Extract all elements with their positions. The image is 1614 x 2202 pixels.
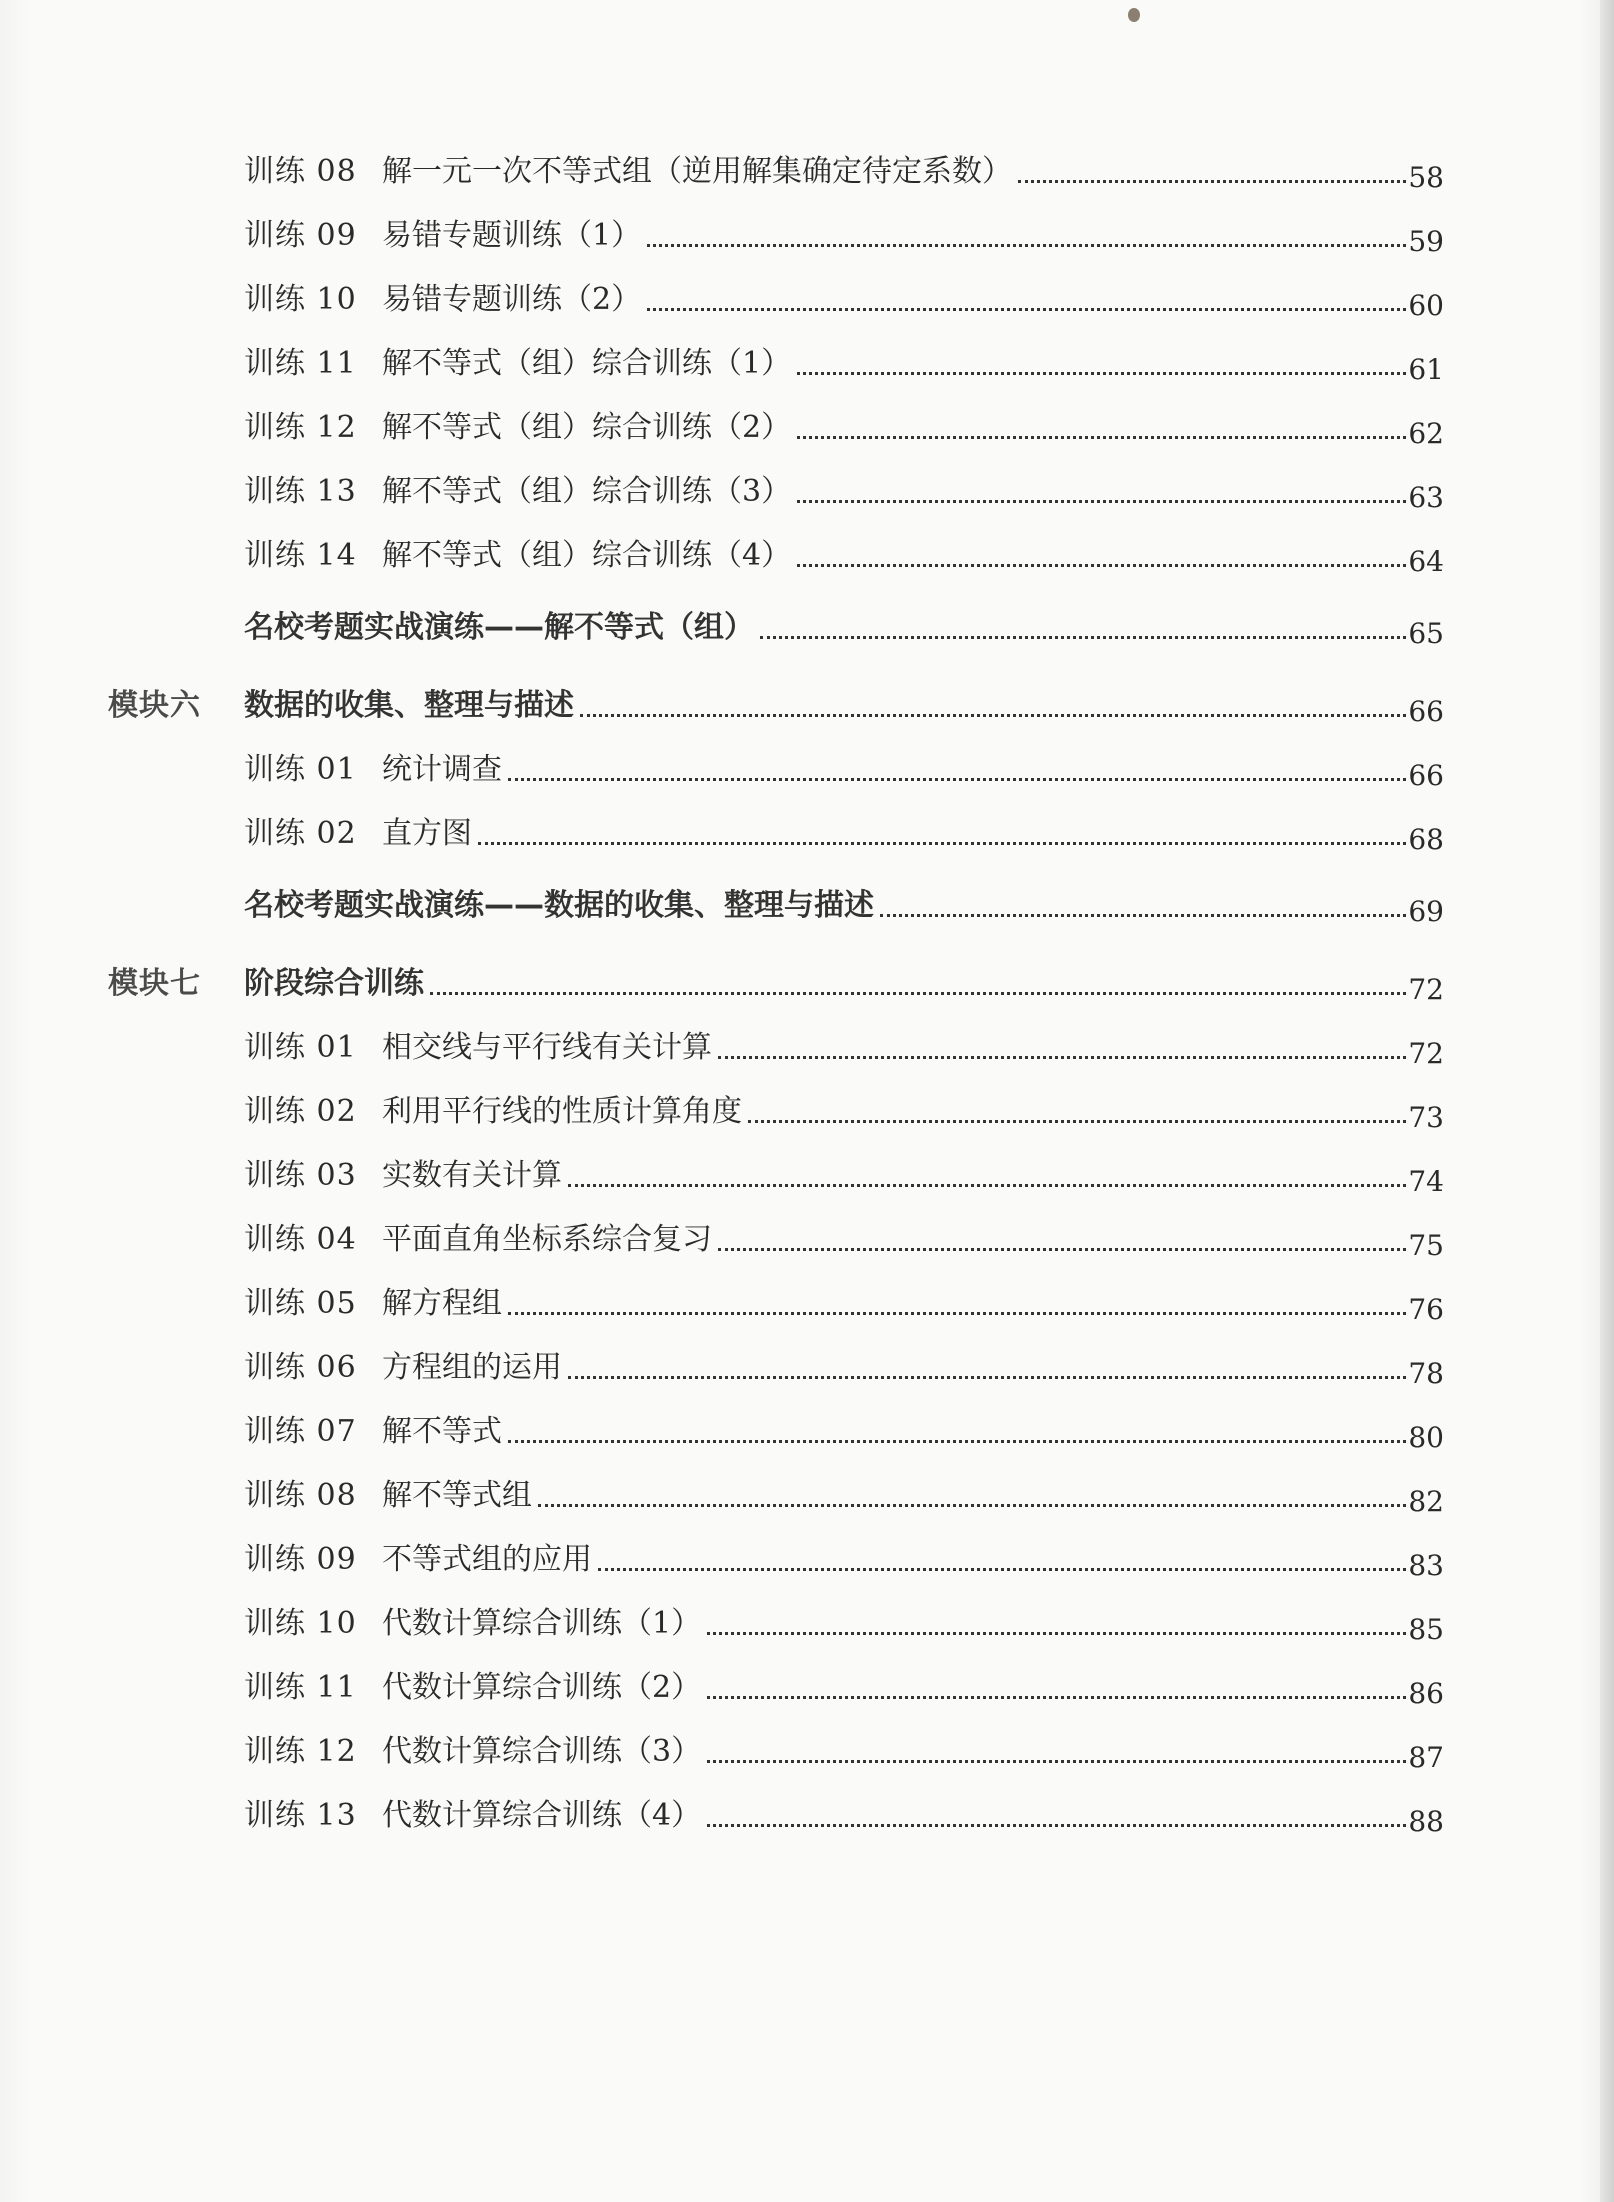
- page-number: 83: [1408, 1549, 1444, 1582]
- toc-entry-row[interactable]: [0, 1538, 1614, 1582]
- page-number: 82: [1408, 1485, 1444, 1518]
- page-number: 69: [1408, 895, 1444, 928]
- entry-code: 训练 09: [244, 1542, 357, 1577]
- dot-leader: [430, 992, 1406, 995]
- toc-entry-row[interactable]: [0, 1282, 1614, 1326]
- toc-entry-row[interactable]: [0, 1410, 1614, 1454]
- toc-exam-row[interactable]: [0, 884, 1614, 928]
- toc-module-row[interactable]: [0, 962, 1614, 1006]
- page-number: 76: [1408, 1293, 1444, 1326]
- entry-code: 训练 11: [244, 1670, 357, 1705]
- dot-leader: [647, 244, 1406, 247]
- entry-code: 训练 10: [244, 282, 357, 317]
- page-number: 59: [1408, 225, 1444, 258]
- page-number: 78: [1408, 1357, 1444, 1390]
- entry-code: 训练 06: [244, 1350, 357, 1385]
- toc-entry-row[interactable]: [0, 812, 1614, 856]
- dot-leader: [797, 564, 1406, 567]
- page-number: 66: [1408, 759, 1444, 792]
- entry-title: 统计调查: [382, 752, 502, 787]
- module-label: 模块七: [108, 966, 201, 1001]
- entry-title: 解不等式组: [382, 1478, 532, 1513]
- page-number: 80: [1408, 1421, 1444, 1454]
- dot-leader: [647, 308, 1406, 311]
- entry-title: 解不等式（组）综合训练（1）: [382, 346, 792, 381]
- entry-title: 解不等式（组）综合训练（2）: [382, 410, 792, 445]
- toc-entry-row[interactable]: [0, 214, 1614, 258]
- entry-title: 易错专题训练（1）: [382, 218, 642, 253]
- page-number: 68: [1408, 823, 1444, 856]
- toc-entry-row[interactable]: [0, 406, 1614, 450]
- toc-entry-row[interactable]: [0, 1154, 1614, 1198]
- dot-leader: [797, 436, 1406, 439]
- page-number: 62: [1408, 417, 1444, 450]
- entry-code: 训练 03: [244, 1158, 357, 1193]
- dot-leader: [760, 636, 1406, 639]
- entry-title: 直方图: [382, 816, 472, 851]
- entry-title: 方程组的运用: [382, 1350, 562, 1385]
- entry-title: 解不等式: [382, 1414, 502, 1449]
- entry-code: 训练 08: [244, 154, 357, 189]
- entry-code: 训练 05: [244, 1286, 357, 1321]
- toc-entry-row[interactable]: [0, 748, 1614, 792]
- toc-entry-row[interactable]: [0, 1602, 1614, 1646]
- page-number: 58: [1408, 161, 1444, 194]
- page-number: 61: [1408, 353, 1444, 386]
- entry-title: 解不等式（组）综合训练（3）: [382, 474, 792, 509]
- page-number: 87: [1408, 1741, 1444, 1774]
- dot-leader: [478, 842, 1406, 845]
- entry-code: 训练 02: [244, 816, 357, 851]
- dot-leader: [797, 500, 1406, 503]
- entry-code: 训练 07: [244, 1414, 357, 1449]
- entry-code: 训练 12: [244, 410, 357, 445]
- entry-code: 训练 12: [244, 1734, 357, 1769]
- page-number: 66: [1408, 695, 1444, 728]
- entry-code: 训练 04: [244, 1222, 357, 1257]
- dot-leader: [707, 1632, 1406, 1635]
- toc-entry-row[interactable]: [0, 1218, 1614, 1262]
- dot-leader: [580, 714, 1406, 717]
- entry-title: 解不等式（组）综合训练（4）: [382, 538, 792, 573]
- entry-code: 训练 10: [244, 1606, 357, 1641]
- toc-exam-row[interactable]: [0, 606, 1614, 650]
- toc-entry-row[interactable]: [0, 1090, 1614, 1134]
- toc-entry-row[interactable]: [0, 1346, 1614, 1390]
- entry-title: 代数计算综合训练（1）: [382, 1606, 702, 1641]
- toc-entry-row[interactable]: [0, 1474, 1614, 1518]
- toc-entry-row[interactable]: [0, 1026, 1614, 1070]
- dot-leader: [1018, 180, 1406, 183]
- dot-leader: [508, 1440, 1406, 1443]
- module-label: 模块六: [108, 688, 201, 723]
- dot-leader: [508, 1312, 1406, 1315]
- page-number: 73: [1408, 1101, 1444, 1134]
- entry-title: 解一元一次不等式组（逆用解集确定待定系数）: [382, 154, 1012, 189]
- page-number: 63: [1408, 481, 1444, 514]
- entry-title: 易错专题训练（2）: [382, 282, 642, 317]
- entry-title: 代数计算综合训练（3）: [382, 1734, 702, 1769]
- dot-leader: [748, 1120, 1406, 1123]
- page-number: 72: [1408, 1037, 1444, 1070]
- page-number: 74: [1408, 1165, 1444, 1198]
- page-number: 60: [1408, 289, 1444, 322]
- dot-leader: [707, 1696, 1406, 1699]
- toc-module-row[interactable]: [0, 684, 1614, 728]
- entry-code: 训练 01: [244, 752, 357, 787]
- entry-code: 训练 09: [244, 218, 357, 253]
- entry-title: 名校考题实战演练——数据的收集、整理与描述: [244, 888, 874, 923]
- dot-leader: [508, 778, 1406, 781]
- dot-leader: [568, 1184, 1406, 1187]
- page-number: 64: [1408, 545, 1444, 578]
- entry-title: 利用平行线的性质计算角度: [382, 1094, 742, 1129]
- dot-leader: [707, 1760, 1406, 1763]
- toc-entry-row[interactable]: [0, 534, 1614, 578]
- entry-title: 相交线与平行线有关计算: [382, 1030, 712, 1065]
- dot-leader: [718, 1248, 1406, 1251]
- dot-leader: [598, 1568, 1406, 1571]
- dot-leader: [718, 1056, 1406, 1059]
- entry-title: 数据的收集、整理与描述: [244, 688, 574, 723]
- dot-leader: [568, 1376, 1406, 1379]
- dot-leader: [797, 372, 1406, 375]
- entry-title: 代数计算综合训练（2）: [382, 1670, 702, 1705]
- page-number: 75: [1408, 1229, 1444, 1262]
- entry-title: 名校考题实战演练——解不等式（组）: [244, 610, 754, 645]
- entry-title: 代数计算综合训练（4）: [382, 1798, 702, 1833]
- entry-code: 训练 08: [244, 1478, 357, 1513]
- entry-code: 训练 14: [244, 538, 357, 573]
- entry-title: 实数有关计算: [382, 1158, 562, 1193]
- entry-code: 训练 11: [244, 346, 357, 381]
- entry-code: 训练 13: [244, 474, 357, 509]
- entry-title: 平面直角坐标系综合复习: [382, 1222, 712, 1257]
- page-number: 65: [1408, 617, 1444, 650]
- dot-leader: [538, 1504, 1406, 1507]
- page-number: 88: [1408, 1805, 1444, 1838]
- dot-leader: [880, 914, 1406, 917]
- entry-title: 阶段综合训练: [244, 966, 424, 1001]
- entry-code: 训练 02: [244, 1094, 357, 1129]
- toc-entry-row[interactable]: [0, 342, 1614, 386]
- entry-code: 训练 13: [244, 1798, 357, 1833]
- scan-speck: [1128, 8, 1140, 22]
- entry-title: 解方程组: [382, 1286, 502, 1321]
- toc-entry-row[interactable]: [0, 150, 1614, 194]
- entry-title: 不等式组的应用: [382, 1542, 592, 1577]
- toc-entry-row[interactable]: [0, 470, 1614, 514]
- page-number: 85: [1408, 1613, 1444, 1646]
- toc-entry-row[interactable]: [0, 1794, 1614, 1838]
- toc-entry-row[interactable]: [0, 278, 1614, 322]
- page-number: 86: [1408, 1677, 1444, 1710]
- entry-code: 训练 01: [244, 1030, 357, 1065]
- page-number: 72: [1408, 973, 1444, 1006]
- toc-entry-row[interactable]: [0, 1666, 1614, 1710]
- dot-leader: [707, 1824, 1406, 1827]
- toc-entry-row[interactable]: [0, 1730, 1614, 1774]
